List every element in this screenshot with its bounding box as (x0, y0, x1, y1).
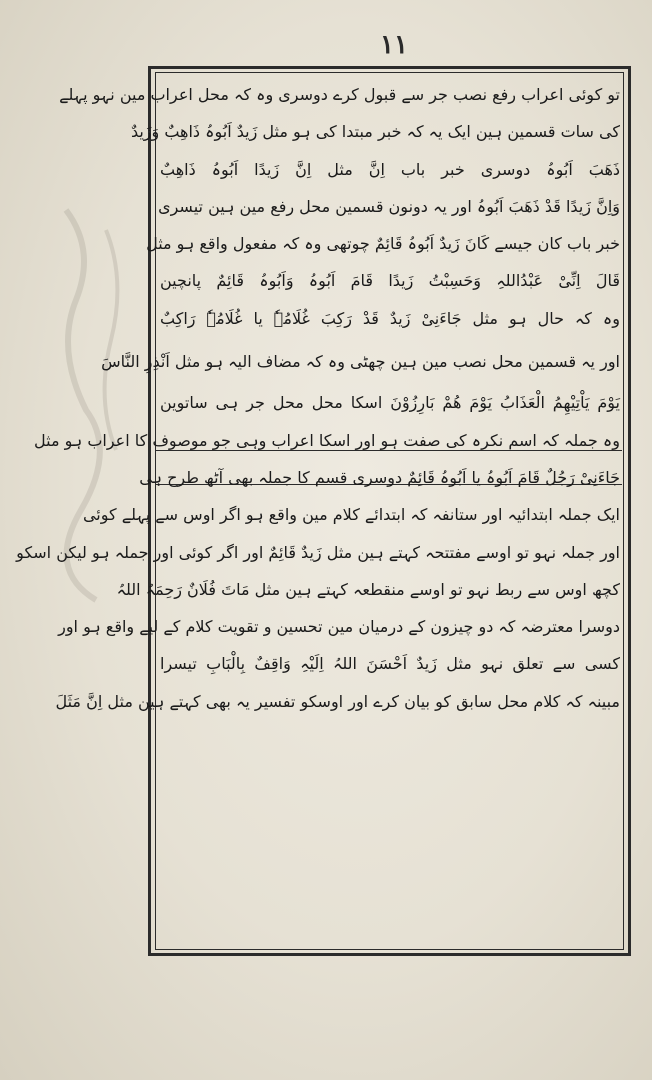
text-line: تو کوئی اعراب رفع نصب جر سے قبول کرے دوسری وہ کہ محل اعراب مین نہو پہلے (59, 85, 620, 104)
text-line: کچھ اوس سے ربط نہو تو اوسے منقطعہ کہتے ہین مثل مَاتَ فُلَانٌ رَحِمَہُ اللہُ (116, 579, 620, 599)
text-line: کی سات قسمین ہین ایک یہ کہ خبر مبتدا کی ہو مثل زَیدٌ اَبُوہُ ذَاھِبٌ وَزَیدٌ (130, 122, 620, 142)
text-line: ذَھَبَ اَبُوہُ دوسری خبر باب اِنَّ مثل اِنَّ زَیدًا اَبُوہُ ذَاھِبٌ (160, 159, 620, 179)
page-number: ١١ (380, 30, 408, 60)
text-line: کسی سے تعلق نہو مثل زَیدٌ اَحْسَنَ اللہُ اِلَیْہِ وَاقِفٌ بِالْبَابِ تیسرا (160, 654, 620, 674)
text-line: وہ جملہ کہ اسم نکرہ کی صفت ہو اور اسکا اعراب وہی جو موصوف کا اعراب ہو مثل (34, 430, 620, 450)
text-line: ایک جملہ ابتدائیہ اور ستانفہ کہ ابتدائے کلام مین واقع ہو اگر اوس سے پہلے کوئی (82, 505, 620, 525)
text-line: وَاِنَّ زَیدًا قَدْ ذَھَبَ اَبُوہُ اور یہ دونون قسمین محل رفع مین ہین تیسری (158, 196, 620, 216)
text-line: اور یہ قسمین محل نصب مین ہین چھٹی وہ کہ مضاف الیہ ہو مثل اَنْذِرِ النَّاسَ (101, 352, 620, 372)
text-line: خبر باب کان جیسے کَانَ زَیدٌ اَبُوہُ قَائِمٌ چوتھی وہ کہ مفعول واقع ہو مثل (146, 234, 620, 254)
urdu-text-block (16, 76, 620, 720)
text-line: مبینہ کہ کلام محل سابق کو بیان کرے اور اوسکو تفسیر یہ بھی کہتے ہین مثل اِنَّ مَثَلَ (55, 691, 620, 711)
text-line: وہ کہ حال ہو مثل جَاءَنِیْ زَیدٌ قَدْ رَکِبَ غُلَامُہٗ یا غُلَامُہٗ رَاکِبٌ (160, 308, 620, 328)
text-line: جَاءَنِیْ رَجُلٌ قَامَ اَبُوہُ یا اَبُوہُ قَائِمٌ دوسری قسم کا جملہ بھی آٹھ طرح ہی (139, 467, 620, 487)
text-line: قَالَ اِنِّیْ عَبْدُاللہِ وَحَسِبْتُ زَیدًا قَامَ اَبُوہُ وَاَبُوہُ قَائِمٌ پانچین (160, 271, 620, 291)
text-line: دوسرا معترضہ کہ دو چیزون کے درمیان مین تحسین و تقویت کلام کے لیے واقع ہو اور (58, 617, 620, 637)
text-line: اور جملہ نہو تو اوسے مفتتحہ کہتے ہین مثل زَیدٌ قَائِمٌ اور اگر کوئی اور جملہ ہو لیکن اسکو (16, 542, 620, 562)
text-line: یَوْمَ یَاْتِیْھِمُ الْعَذَابُ یَوْمَ ھُمْ بَارِزُوْنَ اسکا محل محل جر ہی ساتوین (160, 393, 620, 413)
